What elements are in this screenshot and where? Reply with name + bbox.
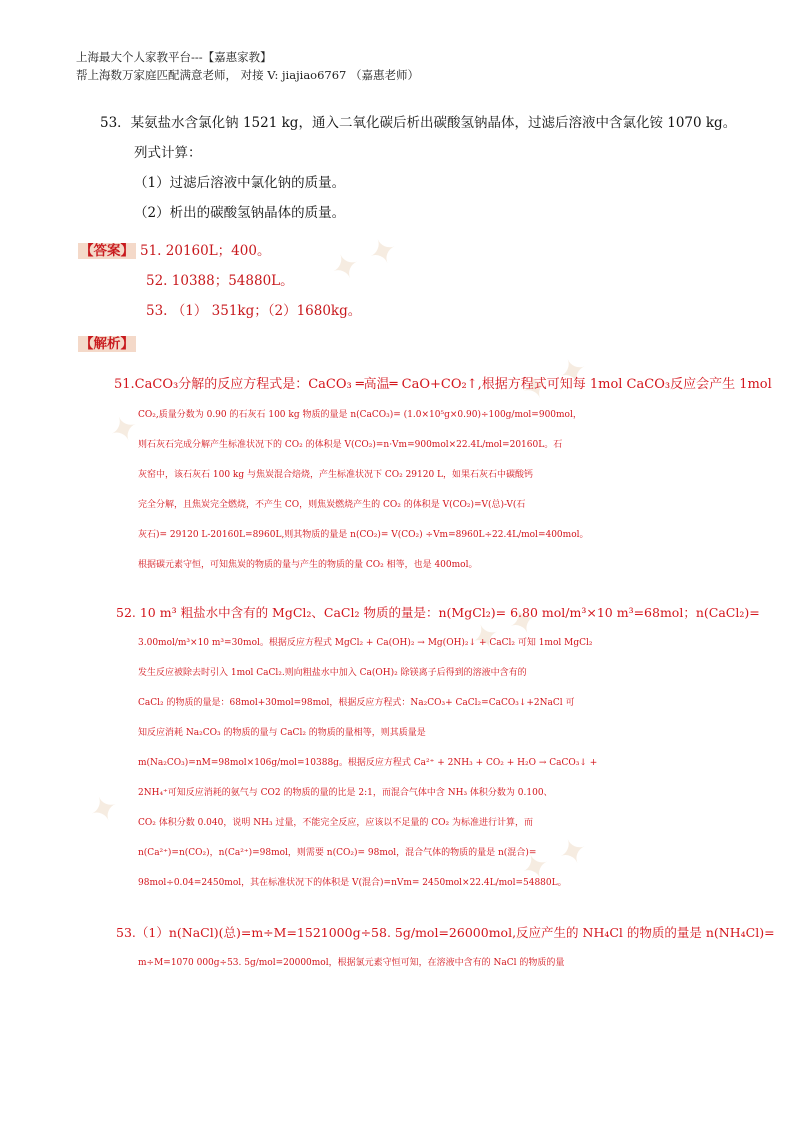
analysis-line: 灰窑中，该石灰石 100 kg 与焦炭混合焙烧，产生标准状况下 CO₂ 29120 L，如果石灰石中碳酸钙: [138, 470, 534, 480]
analysis-heading: [78, 332, 136, 356]
analysis-line: 灰石)= 29120 L-20160L=8960L,则其物质的量是 n(CO₂)= V(CO₂) ÷Vm=8960L÷22.4L/mol=400mol。: [138, 530, 589, 540]
analysis-line: 2NH₄⁺可知反应消耗的氨气与 CO2 的物质的量的比是 2:1，而混合气体中含 NH₃ 体积分数为 0.100、: [138, 788, 553, 798]
question-53: [100, 108, 760, 228]
analysis-line: 完全分解，且焦炭完全燃烧，不产生 CO，则焦炭燃烧产生的 CO₂ 的体积是 V(CO₂)=V(总)-V(石: [138, 500, 526, 510]
answer-53: 53. （1） 351kg；（2）1680kg。: [146, 303, 362, 319]
header-line-2: 帮上海数万家庭匹配满意老师， 对接 V: jiajiao6767 （嘉惠老师）: [76, 68, 420, 82]
analysis-line: 发生反应被除去时引入 1mol CaCl₂.则向粗盐水中加入 Ca(OH)₂ 除镁离子后得到的溶液中含有的: [138, 668, 527, 678]
answer-tag: 【答案】: [80, 243, 134, 259]
analysis-line: m÷M=1070 000g÷53. 5g/mol=20000mol，根据氯元素守恒可知，在溶液中含有的 NaCl 的物质的量: [138, 958, 565, 968]
header-line-1: 上海最大个人家教平台---【嘉惠家教】: [76, 50, 272, 64]
question-stem: 53．某氨盐水含氯化钠 1521 kg，通入二氧化碳后析出碳酸氢钠晶体，过滤后溶液中含氯化铵 1070 kg。: [100, 115, 737, 131]
analysis-line: n(Ca²⁺)=n(CO₂)，n(Ca²⁺)=98mol，则需要 n(CO₂)= 98mol，混合气体的物质的量是 n(混合)=: [138, 848, 537, 858]
watermark-logo: ✦ ✦: [325, 228, 404, 292]
question-part-1: （1）过滤后溶液中氯化钠的质量。: [134, 175, 346, 191]
analysis-line: 3.00mol/m³×10 m³=30mol。根据反应方程式 MgCl₂ + Ca(OH)₂ → Mg(OH)₂↓ + CaCl₂ 可知 1mol MgCl₂: [138, 638, 593, 648]
analysis-line: 98mol÷0.04=2450mol，其在标准状况下的体积是 V(混合)=nVm= 2450mol×22.4L/mol=54880L。: [138, 878, 567, 888]
page-header: [76, 48, 419, 84]
analysis-line: 知反应消耗 Na₂CO₃ 的物质的量与 CaCl₂ 的物质的量相等，则其质量是: [138, 728, 426, 738]
watermark-logo: ✦: [103, 406, 145, 454]
analysis-line: 53.（1）n(NaCl)(总)=m÷M=1521000g÷58. 5g/mol=26000mol,反应产生的 NH₄Cl 的物质的量是 n(NH₄Cl)=: [116, 925, 775, 940]
watermark-logo: ✦ ✦: [515, 828, 594, 892]
analysis-line: CaCl₂ 的物质的量是：68mol+30mol=98mol，根据反应方程式：Na₂CO₃+ CaCl₂=CaCO₃↓+2NaCl 可: [138, 698, 575, 708]
watermark-logo: ✦ ✦: [465, 598, 544, 662]
answer-row-51: [78, 236, 361, 266]
analysis-paragraph-51: [114, 370, 772, 580]
analysis-line: 根据碳元素守恒，可知焦炭的物质的量与产生的物质的量 CO₂ 相等，也是 400mol。: [138, 560, 478, 570]
answer-section: [78, 236, 361, 326]
question-instruction: 列式计算：: [134, 145, 202, 161]
analysis-paragraph-53: [116, 918, 775, 978]
analysis-line: CO₂ 体积分数 0.040，说明 NH₃ 过量，不能完全反应，应该以不足量的 CO₂ 为标准进行计算，而: [138, 818, 534, 828]
watermark-logo: ✦ ✦: [515, 348, 594, 412]
answer-51: 51. 20160L；400。: [140, 243, 271, 259]
answer-52: 52. 10388；54880L。: [146, 273, 294, 289]
analysis-line: 则石灰石完成分解产生标准状况下的 CO₂ 的体积是 V(CO₂)=n·Vm=900mol×22.4L/mol=20160L。石: [138, 440, 563, 450]
watermark-logo: ✦: [83, 786, 125, 834]
analysis-line: 51.CaCO₃分解的反应方程式是：CaCO₃ ═高温═ CaO+CO₂↑,根据方程式可知每 1mol CaCO₃反应会产生 1mol: [114, 377, 772, 392]
analysis-line: 52. 10 m³ 粗盐水中含有的 MgCl₂、CaCl₂ 物质的量是：n(MgCl₂)= 6.80 mol/m³×10 m³=68mol；n(CaCl₂)=: [116, 605, 760, 620]
analysis-tag: 【解析】: [80, 336, 134, 352]
question-part-2: （2）析出的碳酸氢钠晶体的质量。: [134, 205, 346, 221]
analysis-line: CO₂,质量分数为 0.90 的石灰石 100 kg 物质的量是 n(CaCO₃)= (1.0×10⁵g×0.90)÷100g/mol=900mol，: [138, 410, 582, 420]
analysis-line: m(Na₂CO₃)=nM=98mol×106g/mol=10388g。根据反应方程式 Ca²⁺ + 2NH₃ + CO₂ + H₂O → CaCO₃↓ +: [138, 758, 598, 768]
analysis-paragraph-52: [116, 598, 760, 898]
